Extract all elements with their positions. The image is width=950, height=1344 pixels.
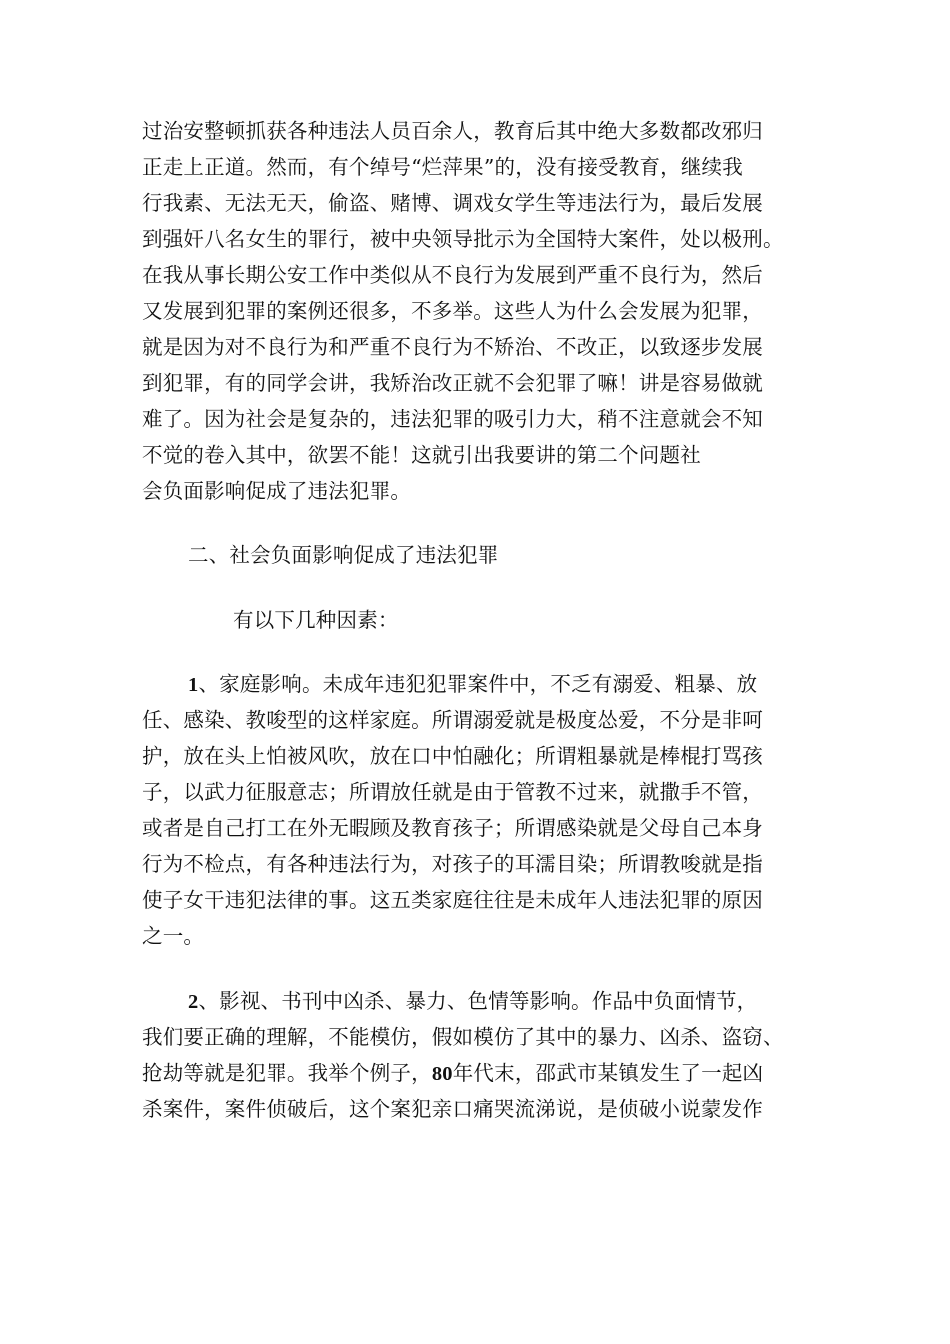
text-line: 就是因为对不良行为和严重不良行为不矫治、不改正，以致逐步发展 [142, 335, 763, 359]
text-line: 子，以武力征服意志；所谓放任就是由于管教不过来，就撒手不管， [142, 780, 763, 804]
item-number: 1 [188, 674, 199, 696]
section-subheading: 有以下几种因素： [233, 608, 399, 632]
text-line: 在我从事长期公安工作中类似从不良行为发展到严重不良行为，然后 [142, 263, 763, 287]
text-line: 护，放在头上怕被风吹，放在口中怕融化；所谓粗暴就是棒棍打骂孩 [142, 744, 763, 768]
text-line: 难了。因为社会是复杂的，违法犯罪的吸引力大，稍不注意就会不知 [142, 407, 763, 431]
text-line: 之一。 [142, 924, 205, 948]
text-line: 到犯罪，有的同学会讲，我矫治改正就不会犯罪了嘛！讲是容易做就 [142, 371, 763, 395]
item-number: 2 [188, 991, 199, 1013]
text-line: 不觉的卷入其中，欲罢不能！这就引出我要讲的第二个问题社 [142, 443, 701, 467]
year-number: 80 [431, 1063, 453, 1085]
text-line: 会负面影响促成了违法犯罪。 [142, 479, 412, 503]
text-line: 正走上正道。然而，有个绰号“烂萍果”的，没有接受教育，继续我 [142, 155, 743, 179]
text-line [142, 1059, 763, 1088]
text-line: 行我素、无法无天，偷盗、赌博、调戏女学生等违法行为，最后发展 [142, 191, 763, 215]
item-1-first-line [188, 670, 757, 699]
text-segment: 抢劫等就是犯罪。我举个例子， [142, 1061, 432, 1085]
text-line: 我们要正确的理解，不能模仿，假如模仿了其中的暴力、凶杀、盗窃、 [142, 1025, 784, 1049]
text-segment: 年代末，邵武市某镇发生了一起凶 [452, 1061, 764, 1085]
text-line: 又发展到犯罪的案例还很多，不多举。这些人为什么会发展为犯罪， [142, 299, 763, 323]
item-2-first-line [188, 987, 757, 1016]
text-line: 任、感染、教唆型的这样家庭。所谓溺爱就是极度怂爱，不分是非呵 [142, 708, 763, 732]
text-line: 杀案件，案件侦破后，这个案犯亲口痛哭流涕说，是侦破小说蒙发作 [142, 1097, 763, 1121]
item-text: 、影视、书刊中凶杀、暴力、色情等影响。作品中负面情节， [198, 989, 758, 1013]
section-heading: 二、社会负面影响促成了违法犯罪 [188, 543, 499, 567]
text-line: 过治安整顿抓获各种违法人员百余人，教育后其中绝大多数都改邪归 [142, 119, 763, 143]
text-line: 使子女干违犯法律的事。这五类家庭往往是未成年人违法犯罪的原因 [142, 888, 763, 912]
item-text: 、家庭影响。未成年违犯犯罪案件中，不乏有溺爱、粗暴、放 [198, 672, 758, 696]
text-line: 行为不检点，有各种违法行为，对孩子的耳濡目染；所谓教唆就是指 [142, 852, 763, 876]
text-line: 或者是自己打工在外无暇顾及教育孩子；所谓感染就是父母自己本身 [142, 816, 763, 840]
text-line: 到强奸八名女生的罪行，被中央领导批示为全国特大案件，处以极刑。 [142, 227, 784, 251]
